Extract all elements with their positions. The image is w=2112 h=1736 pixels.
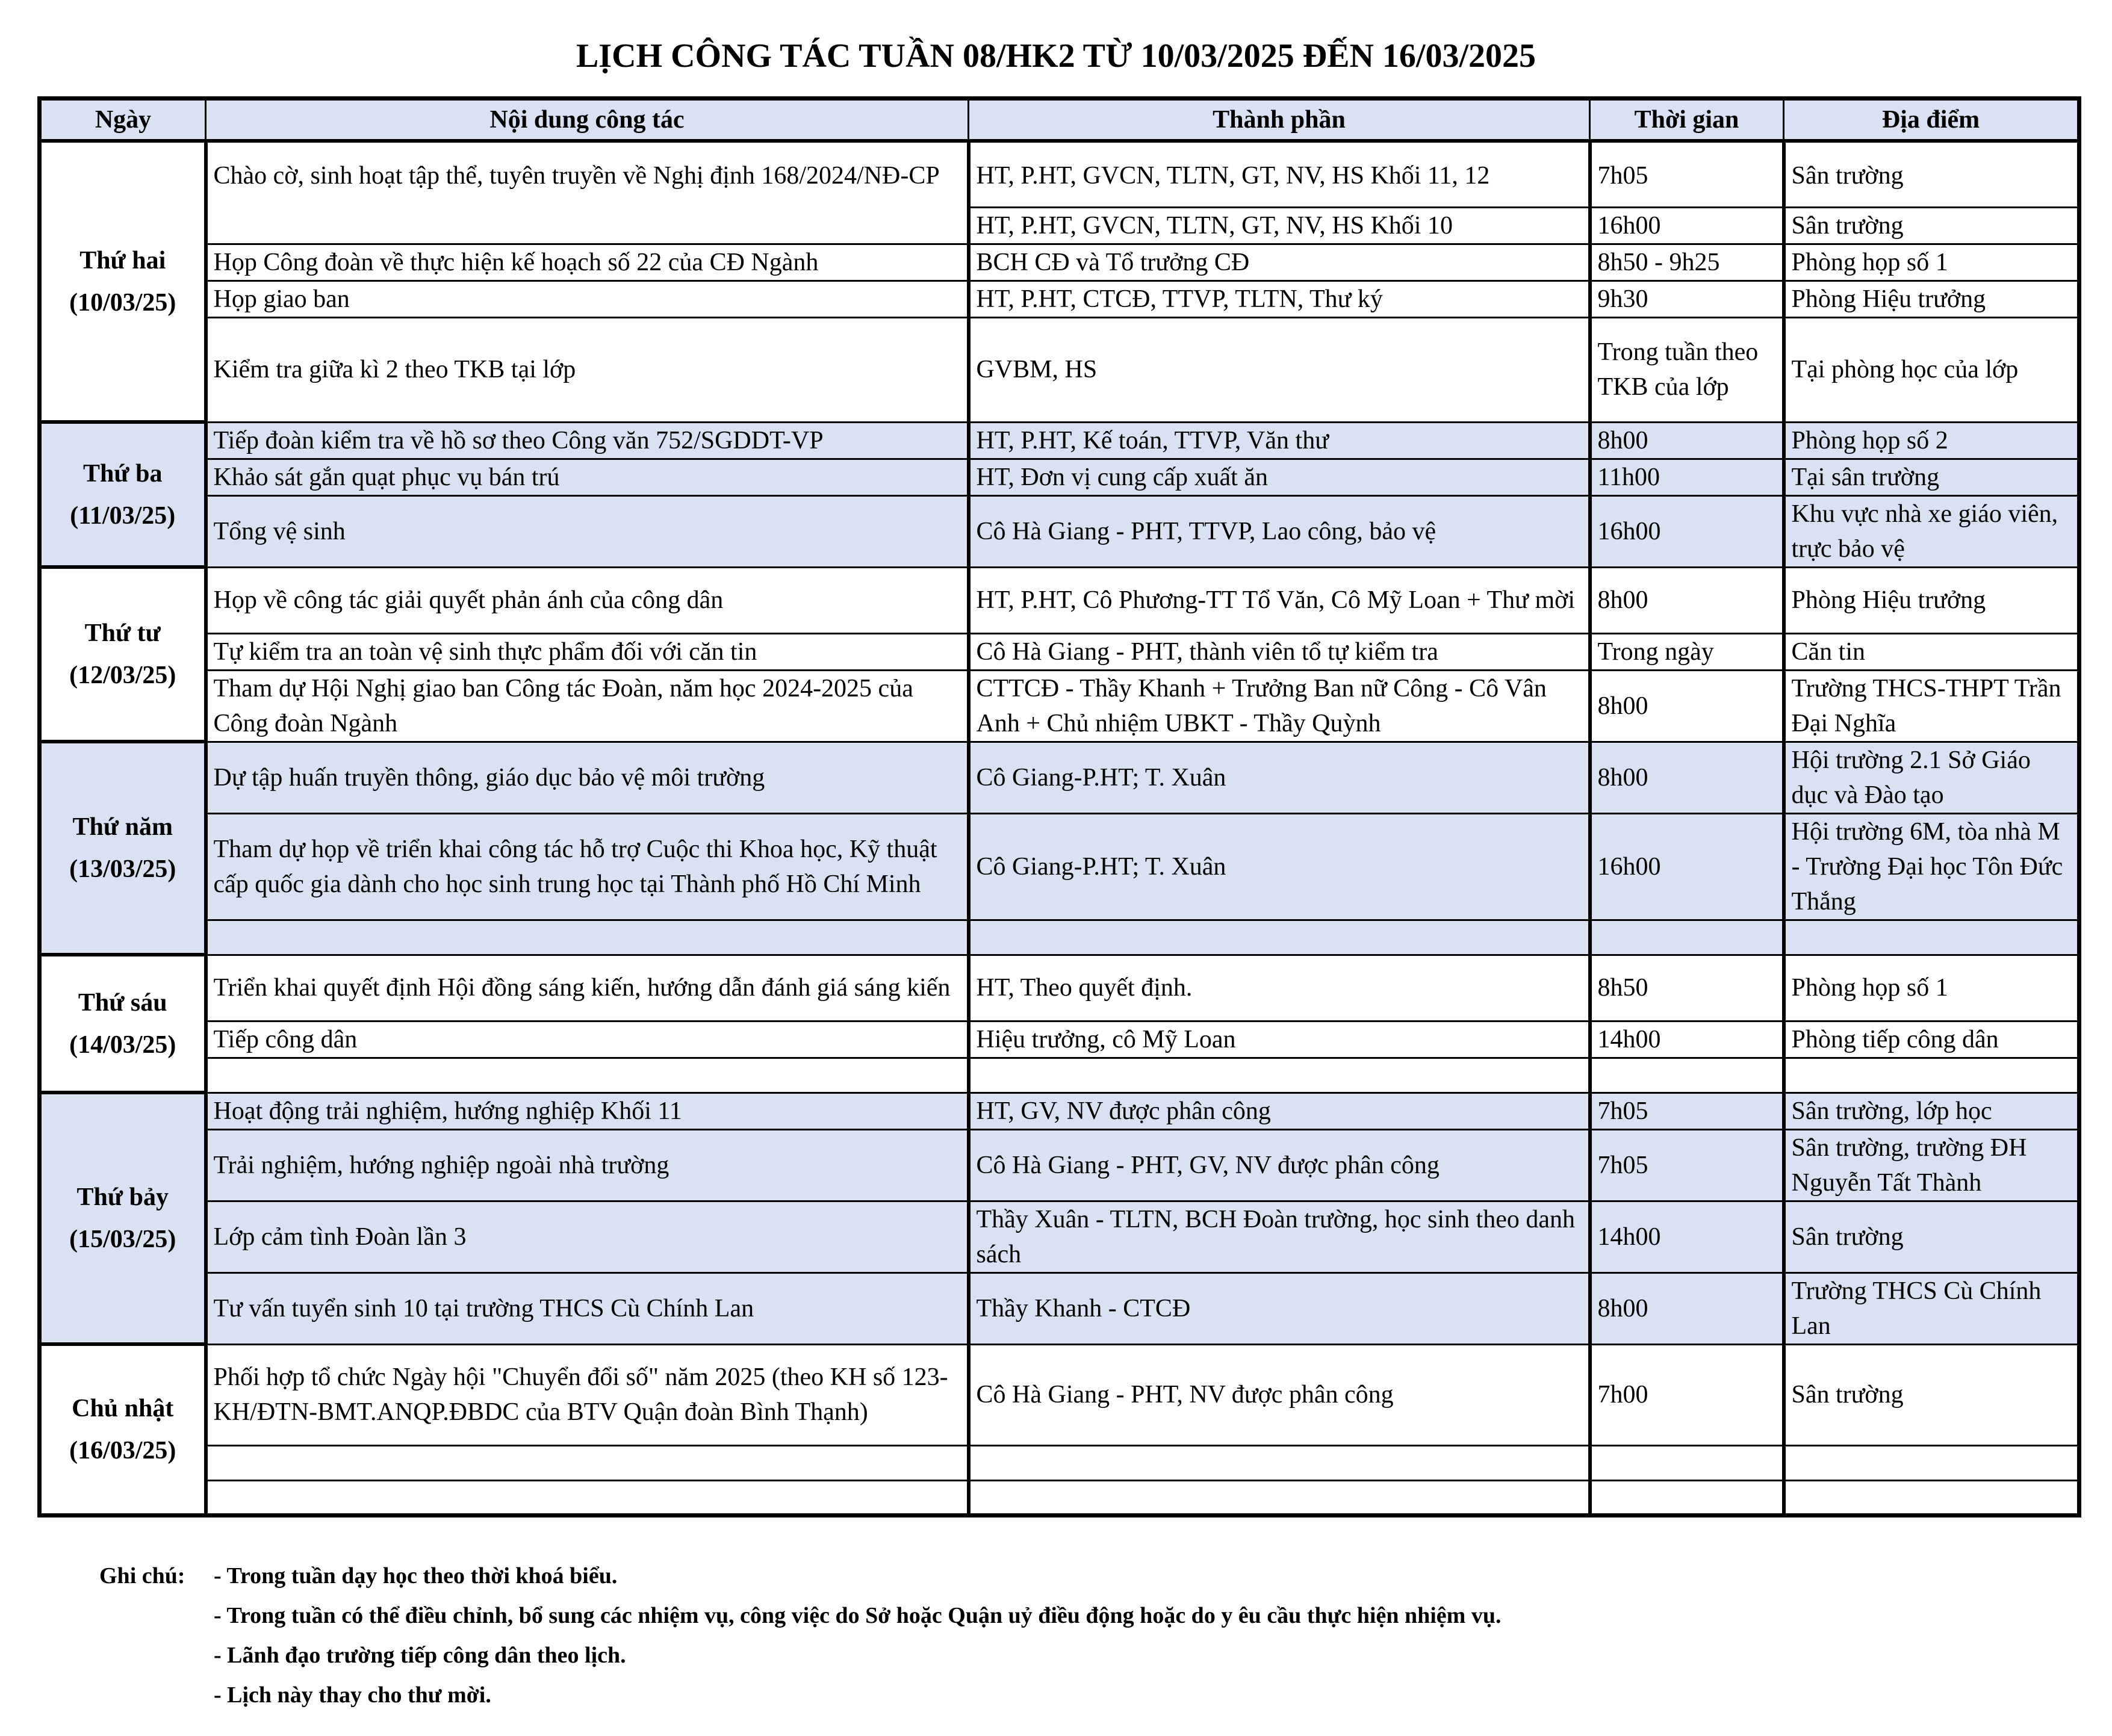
cell-participants bbox=[969, 1480, 1590, 1515]
table-row bbox=[40, 1021, 2079, 1058]
day-date: (16/03/25) bbox=[69, 1436, 176, 1465]
cell-content: Họp về công tác giải quyết phản ánh của công dân bbox=[206, 567, 969, 633]
cell-location bbox=[1784, 920, 2079, 955]
cell-content: Tiếp đoàn kiểm tra về hồ sơ theo Công văn 752/SGDDT-VP bbox=[206, 422, 969, 459]
cell-content bbox=[206, 920, 969, 955]
cell-location bbox=[1784, 1058, 2079, 1093]
cell-participants: HT, P.HT, Kế toán, TTVP, Văn thư bbox=[969, 422, 1590, 459]
cell-location: Phòng tiếp công dân bbox=[1784, 1021, 2079, 1058]
table-row bbox=[40, 459, 2079, 495]
cell-content: Lớp cảm tình Đoàn lần 3 bbox=[206, 1201, 969, 1273]
cell-time: 8h00 bbox=[1590, 422, 1784, 459]
table-row bbox=[40, 567, 2079, 633]
day-date: (12/03/25) bbox=[69, 662, 176, 689]
day-name: Thứ tư bbox=[84, 619, 161, 647]
header-content: Nội dung công tác bbox=[206, 99, 969, 141]
cell-location: Khu vực nhà xe giáo viên, trực bảo vệ bbox=[1784, 495, 2079, 567]
day-cell bbox=[40, 141, 206, 422]
note-item: - Trong tuần dạy học theo thời khoá biểu. bbox=[214, 1563, 618, 1589]
cell-time bbox=[1590, 920, 1784, 955]
cell-content: Hoạt động trải nghiệm, hướng nghiệp Khối 11 bbox=[206, 1093, 969, 1129]
cell-location: Sân trường bbox=[1784, 1201, 2079, 1273]
header-participants: Thành phần bbox=[969, 99, 1590, 141]
day-cell bbox=[40, 742, 206, 955]
cell-time bbox=[1590, 1058, 1784, 1093]
day-cell bbox=[40, 1344, 206, 1515]
table-row bbox=[40, 1344, 2079, 1445]
cell-content: Trải nghiệm, hướng nghiệp ngoài nhà trường bbox=[206, 1129, 969, 1201]
day-name: Thứ ba bbox=[83, 459, 163, 488]
cell-location: Sân trường, lớp học bbox=[1784, 1093, 2079, 1129]
cell-location: Sân trường bbox=[1784, 1344, 2079, 1445]
cell-participants: Hiệu trưởng, cô Mỹ Loan bbox=[969, 1021, 1590, 1058]
table-row bbox=[40, 422, 2079, 459]
cell-participants: HT, GV, NV được phân công bbox=[969, 1093, 1590, 1129]
cell-content: Tổng vệ sinh bbox=[206, 495, 969, 567]
cell-participants: Cô Giang-P.HT; T. Xuân bbox=[969, 742, 1590, 813]
schedule-table bbox=[37, 96, 2081, 1517]
table-row bbox=[40, 1273, 2079, 1344]
day-name: Thứ năm bbox=[72, 813, 173, 841]
cell-location: Trường THCS Cù Chính Lan bbox=[1784, 1273, 2079, 1344]
cell-participants: GVBM, HS bbox=[969, 317, 1590, 422]
cell-content bbox=[206, 1480, 969, 1515]
cell-location bbox=[1784, 1480, 2079, 1515]
cell-content: Chào cờ, sinh hoạt tập thể, tuyên truyền về Nghị định 168/2024/NĐ-CP bbox=[206, 141, 969, 244]
table-row bbox=[40, 244, 2079, 281]
cell-participants: HT, Đơn vị cung cấp xuất ăn bbox=[969, 459, 1590, 495]
cell-time: 8h50 bbox=[1590, 955, 1784, 1021]
header-time: Thời gian bbox=[1590, 99, 1784, 141]
notes-list bbox=[214, 1556, 2020, 1715]
day-group bbox=[40, 422, 2079, 567]
cell-content: Họp Công đoàn về thực hiện kế hoạch số 22 của CĐ Ngành bbox=[206, 244, 969, 281]
cell-participants: Cô Giang-P.HT; T. Xuân bbox=[969, 813, 1590, 920]
day-group bbox=[40, 141, 2079, 422]
table-row bbox=[40, 1201, 2079, 1273]
cell-participants: Cô Hà Giang - PHT, NV được phân công bbox=[969, 1344, 1590, 1445]
day-cell bbox=[40, 567, 206, 742]
cell-content bbox=[206, 1058, 969, 1093]
cell-time: 7h05 bbox=[1590, 1093, 1784, 1129]
day-group bbox=[40, 742, 2079, 955]
table-row bbox=[40, 742, 2079, 813]
cell-participants: Thầy Xuân - TLTN, BCH Đoàn trường, học sinh theo danh sách bbox=[969, 1201, 1590, 1273]
table-row bbox=[40, 920, 2079, 955]
cell-location: Hội trường 2.1 Sở Giáo dục và Đào tạo bbox=[1784, 742, 2079, 813]
page-title: LỊCH CÔNG TÁC TUẦN 08/HK2 TỪ 10/03/2025 ĐẾN 16/03/2025 bbox=[576, 37, 1536, 75]
cell-participants: HT, P.HT, GVCN, TLTN, GT, NV, HS Khối 11, 12 bbox=[969, 141, 1590, 207]
cell-participants: HT, Theo quyết định. bbox=[969, 955, 1590, 1021]
cell-time bbox=[1590, 1480, 1784, 1515]
cell-participants: BCH CĐ và Tổ trưởng CĐ bbox=[969, 244, 1590, 281]
cell-location bbox=[1784, 1445, 2079, 1480]
cell-content: Khảo sát gắn quạt phục vụ bán trú bbox=[206, 459, 969, 495]
cell-location: Phòng họp số 1 bbox=[1784, 244, 2079, 281]
header-day: Ngày bbox=[40, 99, 206, 141]
cell-location: Phòng họp số 2 bbox=[1784, 422, 2079, 459]
cell-time: 8h00 bbox=[1590, 1273, 1784, 1344]
cell-time: 8h50 - 9h25 bbox=[1590, 244, 1784, 281]
note-item: - Trong tuần có thể điều chỉnh, bổ sung các nhiệm vụ, công việc do Sở hoặc Quận uỷ điều động hoặc do y êu cầu thực hiện nhiệm vụ. bbox=[214, 1603, 1502, 1628]
cell-participants: HT, P.HT, CTCĐ, TTVP, TLTN, Thư ký bbox=[969, 281, 1590, 317]
cell-time: 11h00 bbox=[1590, 459, 1784, 495]
cell-content: Tham dự họp về triển khai công tác hỗ trợ Cuộc thi Khoa học, Kỹ thuật cấp quốc gia dành cho học sinh trung học tại Thành phố Hồ Chí Minh bbox=[206, 813, 969, 920]
cell-time: Trong tuần theo TKB của lớp bbox=[1590, 317, 1784, 422]
cell-time: 8h00 bbox=[1590, 670, 1784, 742]
cell-content: Tự kiểm tra an toàn vệ sinh thực phẩm đối với căn tin bbox=[206, 633, 969, 670]
cell-content: Dự tập huấn truyền thông, giáo dục bảo vệ môi trường bbox=[206, 742, 969, 813]
day-group bbox=[40, 955, 2079, 1093]
cell-time bbox=[1590, 1445, 1784, 1480]
cell-participants: HT, P.HT, GVCN, TLTN, GT, NV, HS Khối 10 bbox=[969, 207, 1590, 244]
day-cell bbox=[40, 955, 206, 1093]
day-cell bbox=[40, 1093, 206, 1344]
day-name: Thứ sáu bbox=[78, 988, 167, 1017]
cell-location: Phòng Hiệu trưởng bbox=[1784, 281, 2079, 317]
table-row bbox=[40, 495, 2079, 567]
cell-participants: CTTCĐ - Thầy Khanh + Trưởng Ban nữ Công - Cô Vân Anh + Chủ nhiệm UBKT - Thầy Quỳnh bbox=[969, 670, 1590, 742]
cell-content: Tham dự Hội Nghị giao ban Công tác Đoàn, năm học 2024-2025 của Công đoàn Ngành bbox=[206, 670, 969, 742]
day-group bbox=[40, 1344, 2079, 1515]
cell-time: 14h00 bbox=[1590, 1021, 1784, 1058]
cell-location: Căn tin bbox=[1784, 633, 2079, 670]
cell-time: 8h00 bbox=[1590, 567, 1784, 633]
day-cell bbox=[40, 422, 206, 567]
cell-content: Tiếp công dân bbox=[206, 1021, 969, 1058]
table-row bbox=[40, 670, 2079, 742]
cell-time: 7h05 bbox=[1590, 1129, 1784, 1201]
notes-label: Ghi chú: bbox=[99, 1563, 185, 1589]
cell-location: Hội trường 6M, tòa nhà M - Trường Đại học Tôn Đức Thắng bbox=[1784, 813, 2079, 920]
cell-location: Sân trường, trường ĐH Nguyễn Tất Thành bbox=[1784, 1129, 2079, 1201]
cell-participants: Cô Hà Giang - PHT, TTVP, Lao công, bảo vệ bbox=[969, 495, 1590, 567]
cell-location: Tại phòng học của lớp bbox=[1784, 317, 2079, 422]
cell-participants bbox=[969, 1445, 1590, 1480]
cell-location: Tại sân trường bbox=[1784, 459, 2079, 495]
header-location: Địa điểm bbox=[1784, 99, 2079, 141]
cell-location: Phòng Hiệu trưởng bbox=[1784, 567, 2079, 633]
table-row bbox=[40, 317, 2079, 422]
cell-time: 16h00 bbox=[1590, 207, 1784, 244]
cell-time: Trong ngày bbox=[1590, 633, 1784, 670]
cell-content bbox=[206, 1445, 969, 1480]
day-date: (11/03/25) bbox=[70, 501, 176, 530]
table-row bbox=[40, 1445, 2079, 1480]
table-row bbox=[40, 1058, 2079, 1093]
cell-time: 9h30 bbox=[1590, 281, 1784, 317]
cell-location: Sân trường bbox=[1784, 141, 2079, 207]
day-name: Chủ nhật bbox=[72, 1394, 174, 1422]
day-date: (13/03/25) bbox=[69, 855, 176, 883]
cell-content: Kiểm tra giữa kì 2 theo TKB tại lớp bbox=[206, 317, 969, 422]
table-row bbox=[40, 955, 2079, 1021]
day-group bbox=[40, 1093, 2079, 1344]
cell-time: 8h00 bbox=[1590, 742, 1784, 813]
cell-participants bbox=[969, 1058, 1590, 1093]
day-group bbox=[40, 567, 2079, 742]
header-row bbox=[40, 99, 2079, 141]
day-date: (15/03/25) bbox=[69, 1226, 176, 1253]
cell-location: Sân trường bbox=[1784, 207, 2079, 244]
cell-time: 7h05 bbox=[1590, 141, 1784, 207]
cell-participants: Cô Hà Giang - PHT, GV, NV được phân công bbox=[969, 1129, 1590, 1201]
day-name: Thứ hai bbox=[79, 246, 166, 274]
cell-time: 7h00 bbox=[1590, 1344, 1784, 1445]
cell-participants: HT, P.HT, Cô Phương-TT Tổ Văn, Cô Mỹ Loan + Thư mời bbox=[969, 567, 1590, 633]
cell-location: Trường THCS-THPT Trần Đại Nghĩa bbox=[1784, 670, 2079, 742]
table-row bbox=[40, 633, 2079, 670]
note-item: - Lịch này thay cho thư mời. bbox=[214, 1682, 491, 1708]
cell-location: Phòng họp số 1 bbox=[1784, 955, 2079, 1021]
cell-participants: Thầy Khanh - CTCĐ bbox=[969, 1273, 1590, 1344]
cell-time: 14h00 bbox=[1590, 1201, 1784, 1273]
day-date: (10/03/25) bbox=[69, 288, 176, 317]
cell-content: Họp giao ban bbox=[206, 281, 969, 317]
cell-content: Phối hợp tổ chức Ngày hội "Chuyển đổi số" năm 2025 (theo KH số 123-KH/ĐTN-BMT.ANQP.ĐBDC của BTV Quận đoàn Bình Thạnh) bbox=[206, 1344, 969, 1445]
cell-content: Triển khai quyết định Hội đồng sáng kiến, hướng dẫn đánh giá sáng kiến bbox=[206, 955, 969, 1021]
note-item: - Lãnh đạo trường tiếp công dân theo lịch. bbox=[214, 1643, 626, 1668]
cell-time: 16h00 bbox=[1590, 813, 1784, 920]
table-row bbox=[40, 1480, 2079, 1515]
table-row bbox=[40, 1129, 2079, 1201]
day-name: Thứ bảy bbox=[76, 1183, 169, 1211]
cell-content: Tư vấn tuyển sinh 10 tại trường THCS Cù Chính Lan bbox=[206, 1273, 969, 1344]
table-row bbox=[40, 1093, 2079, 1129]
table-row bbox=[40, 141, 2079, 207]
table-row bbox=[40, 813, 2079, 920]
cell-participants bbox=[969, 920, 1590, 955]
day-date: (14/03/25) bbox=[69, 1031, 176, 1059]
cell-time: 16h00 bbox=[1590, 495, 1784, 567]
cell-participants: Cô Hà Giang - PHT, thành viên tổ tự kiểm tra bbox=[969, 633, 1590, 670]
table-row bbox=[40, 281, 2079, 317]
